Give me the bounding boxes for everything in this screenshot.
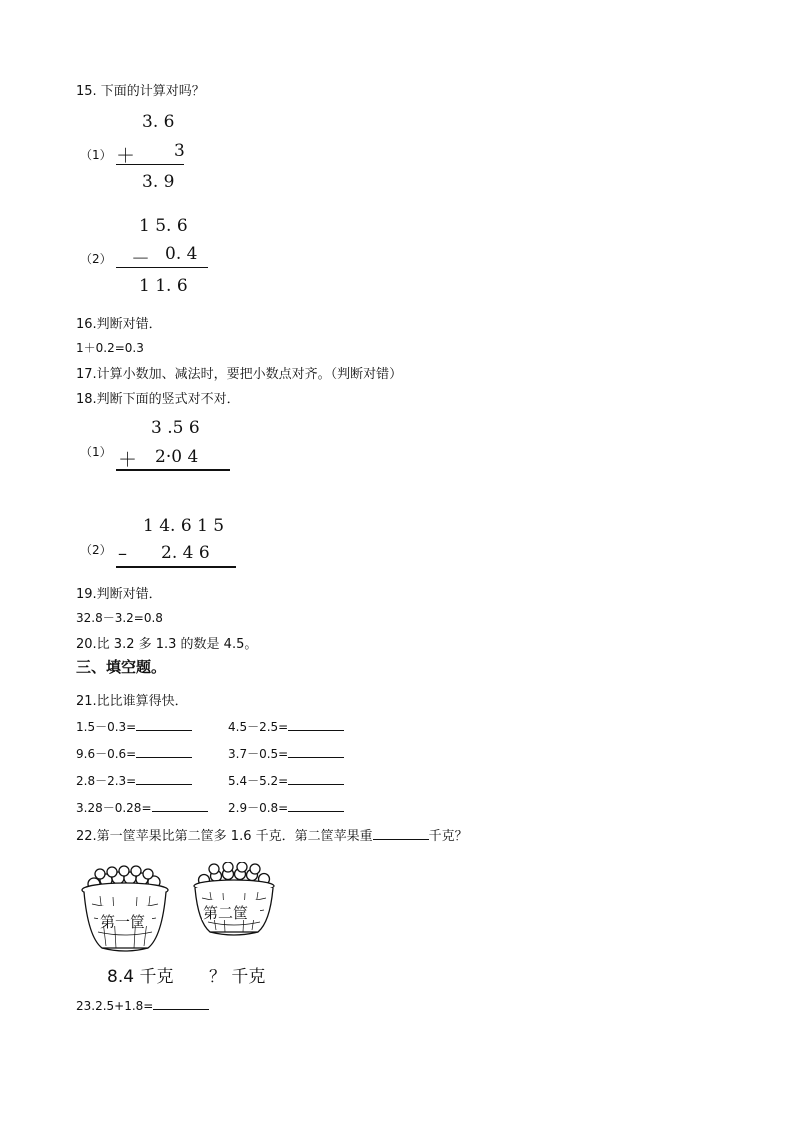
q21-answer-blank-8[interactable] [288,799,344,812]
basket-1-label: 第一筐 [100,913,146,931]
q21-answer-blank-1[interactable] [136,718,192,731]
q15-1-operator: ＋ [116,145,136,167]
q21-answer-blank-3[interactable] [136,745,192,758]
q21-item-4: 3.7－0.5= [228,745,344,762]
q15-2-bottom-operand: 0. 4 [165,244,198,264]
section-3-heading: 三、填空题。 [76,658,167,676]
q21-answer-blank-2[interactable] [288,718,344,731]
question-21-title: 21.比比谁算得快． [76,694,188,709]
q21-answer-blank-5[interactable] [136,772,192,785]
question-17-title: 17.计算小数加、减法时，要把小数点对齐。（判断对错） [76,367,403,382]
q15-2-label: （2） [80,252,112,266]
q21-item-8: 2.9－0.8= [228,799,344,816]
question-19-expression: 32.8－3.2=0.8 [76,611,163,625]
q18-1-bottom-operand: 2·0 4 [155,447,199,467]
q18-2-top-operand: 1 4. 6 1 5 [143,516,225,536]
q18-2-operator: – [118,543,127,564]
q21-item-6: 5.4－5.2= [228,772,344,789]
q15-1-sum-line [116,164,184,165]
q15-2-result: 1 1. 6 [139,276,188,296]
q18-1-sum-line [116,469,230,471]
question-20-title: 20.比 3.2 多 1.3 的数是 4.5。 [76,637,258,652]
q23-answer-blank[interactable] [153,997,209,1010]
question-16-expression: 1＋0.2=0.3 [76,341,144,355]
q21-item-5: 2.8－2.3= [76,772,192,789]
q21-item-1: 1.5－0.3= [76,718,192,735]
q22-answer-blank[interactable] [373,827,429,840]
q21-item-3: 9.6－0.6= [76,745,192,762]
q15-2-operator: － [131,248,151,270]
q21-item-2: 4.5－2.5= [228,718,344,735]
question-16-title: 16.判断对错． [76,317,162,332]
q18-2-diff-line [116,566,236,568]
basket-2-image [192,862,276,938]
q15-1-result: 3. 9 [142,172,175,192]
basket-2-weight: ？ 千克 [209,967,266,987]
q15-1-label: （1） [80,148,112,162]
question-18-title: 18.判断下面的竖式对不对． [76,392,240,407]
q15-2-diff-line [116,267,208,268]
q18-2-bottom-operand: 2. 4 6 [161,543,210,563]
question-22-title: 22.第一筐苹果比第二筐多 1.6 千克．第二筐苹果重 千克？ [76,829,468,844]
q18-2-label: （2） [80,543,112,557]
question-19-title: 19.判断对错． [76,587,162,602]
q15-1-top-operand: 3. 6 [142,112,175,132]
q18-1-label: （1） [80,445,112,459]
question-23: 23.2.5+1.8= [76,997,209,1013]
basket-1-image [80,862,172,954]
q18-1-top-operand: 3 .5 6 [151,418,200,438]
q21-answer-blank-4[interactable] [288,745,344,758]
q15-2-top-operand: 1 5. 6 [139,216,188,236]
basket-2-label: 第二筐 [203,904,249,922]
q21-answer-blank-7[interactable] [152,799,208,812]
basket-1-weight: 8.4 千克 [107,967,174,987]
q21-item-7: 3.28－0.28= [76,799,208,816]
question-15-title: 15. 下面的计算对吗？ [76,84,205,99]
q21-answer-blank-6[interactable] [288,772,344,785]
q18-1-operator: ＋ [118,449,138,471]
q15-1-bottom-operand: 3 [174,141,185,161]
